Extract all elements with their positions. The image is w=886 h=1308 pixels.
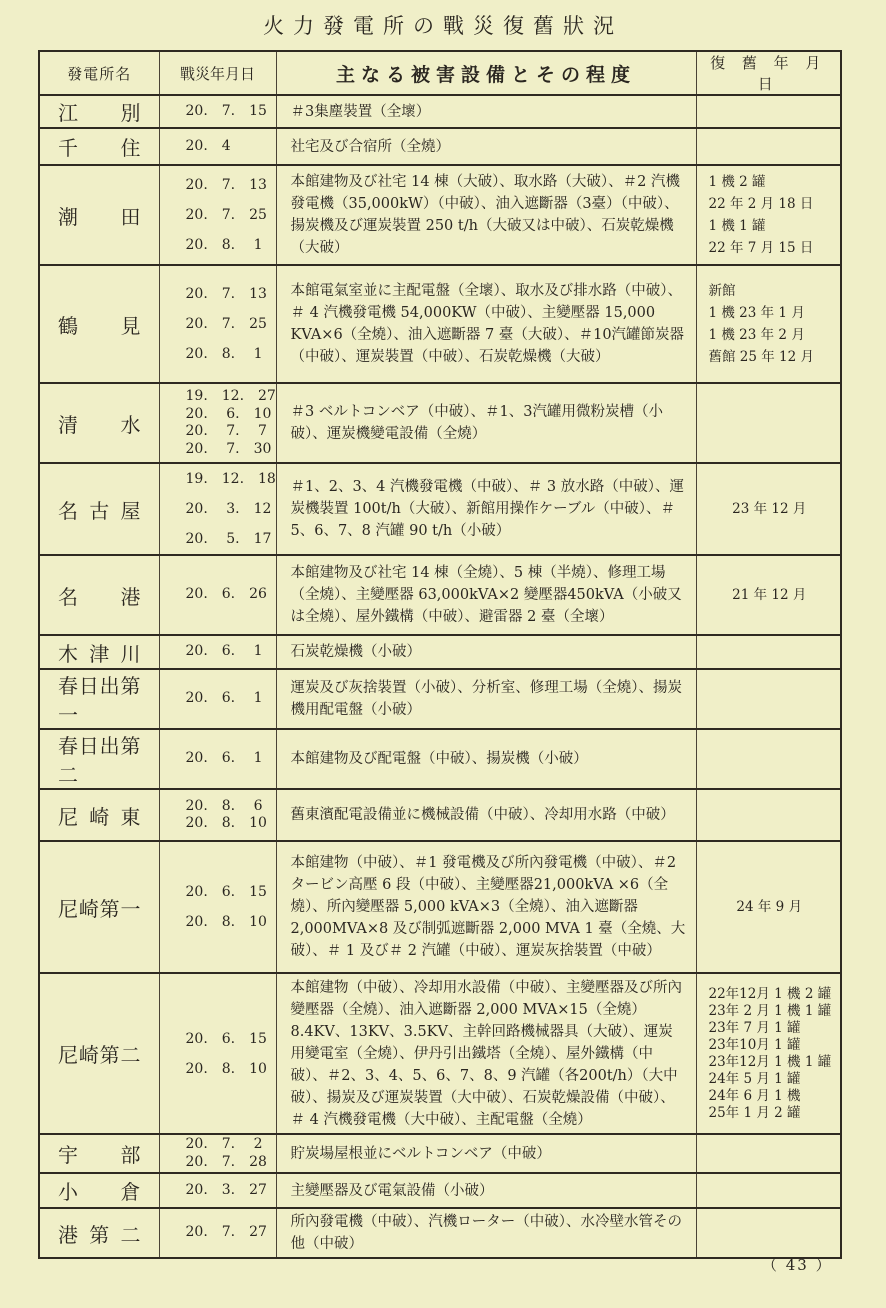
- damage-date: 20. 8. 10: [185, 815, 267, 831]
- damage-date: 20. 7. 25: [185, 207, 267, 223]
- restoration-dates: [696, 1173, 841, 1208]
- plant-name: 潮田: [39, 165, 159, 265]
- restoration-entry: 22 年 2 月 18 日: [708, 196, 814, 212]
- table-row: [39, 973, 841, 1134]
- damage-date: 20. 8. 10: [185, 1060, 267, 1077]
- damage-dates: [159, 555, 276, 635]
- restoration-entry: 1 機 23 年 2 月: [708, 327, 805, 343]
- restoration-dates: [696, 463, 841, 555]
- damage-date: 20. 8. 1: [185, 237, 263, 253]
- damage-date: 20. 6. 15: [185, 1030, 267, 1047]
- restoration-dates: [696, 669, 841, 729]
- restoration-dates: [696, 555, 841, 635]
- damage-dates: [159, 635, 276, 669]
- restoration-dates: [696, 841, 841, 973]
- damage-date: 20. 5. 17: [185, 531, 272, 547]
- damage-description: ＃3集塵裝置（全壞）: [276, 95, 696, 128]
- damage-description: ＃3 ベルトコンベア（中破）、＃1、3汽罐用微粉炭槽（小破）、運炭機變電設備（全燒）: [276, 383, 696, 463]
- damage-description: 貯炭場屋根並にベルトコンベア（中破）: [276, 1134, 696, 1173]
- damage-dates: [159, 973, 276, 1134]
- plant-name: 千住: [39, 128, 159, 165]
- restoration-entry: 22 年 7 月 15 日: [708, 240, 814, 256]
- damage-description: 本館建物及び社宅 14 棟（全燒）、5 棟（半燒）、修理工場（全燒）、主變壓器 63,000kVA×2 變壓器450kVA（小破又は全燒）、屋外鐵構（中破）、避雷器 2 臺（全壞）: [276, 555, 696, 635]
- damage-description: 舊東濱配電設備並に機械設備（中破）、冷却用水路（中破）: [276, 789, 696, 841]
- restoration-entry: 24 年 9 月: [736, 899, 803, 915]
- table-row: [39, 729, 841, 789]
- damage-date: 20. 3. 12: [185, 501, 272, 517]
- restoration-dates: [696, 635, 841, 669]
- damage-date: 20. 7. 13: [185, 286, 267, 302]
- damage-description: 石炭乾燥機（小破）: [276, 635, 696, 669]
- plant-name: 宇部: [39, 1134, 159, 1173]
- damage-dates: [159, 383, 276, 463]
- damage-dates: [159, 1208, 276, 1258]
- plant-name: 小倉: [39, 1173, 159, 1208]
- damage-date: 19. 12. 18: [185, 471, 276, 487]
- damage-date: 20. 7. 2: [185, 1136, 263, 1152]
- restoration-dates: [696, 729, 841, 789]
- page-number: （ 43 ）: [762, 1256, 833, 1274]
- restoration-entry: 22年12月 1 機 2 罐: [708, 985, 832, 1002]
- damage-date: 20. 6. 15: [185, 884, 267, 900]
- table-row: [39, 165, 841, 265]
- restoration-entry: 23 年 12 月: [732, 501, 807, 517]
- damage-description: 運炭及び灰捨裝置（小破）、分析室、修理工場（全燒）、揚炭機用配電盤（小破）: [276, 669, 696, 729]
- damage-date: 20. 8. 6: [185, 797, 263, 814]
- plant-name: 港第二: [39, 1208, 159, 1258]
- damage-dates: [159, 1173, 276, 1208]
- restoration-entry: 舊館 25 年 12 月: [708, 349, 815, 365]
- restoration-entry: 21 年 12 月: [732, 587, 807, 603]
- table-row: [39, 463, 841, 555]
- plant-name: 名港: [39, 555, 159, 635]
- restoration-entry: 24年 5 月 1 罐: [708, 1070, 801, 1087]
- header-damage: 主なる被害設備とその程度: [276, 51, 696, 95]
- header-restore: 復 舊 年 月 日: [696, 51, 841, 95]
- restoration-entry: 23年 2 月 1 機 1 罐: [708, 1002, 832, 1019]
- restoration-dates: [696, 1208, 841, 1258]
- damage-date: 20. 8. 1: [185, 346, 263, 362]
- damage-description: 本館建物及び配電盤（中破）、揚炭機（小破）: [276, 729, 696, 789]
- damage-date: 20. 3. 27: [185, 1181, 267, 1198]
- header-row: [39, 51, 841, 95]
- plant-name: 名古屋: [39, 463, 159, 555]
- page-title: 火力發電所の戰災復舊狀況: [263, 14, 623, 38]
- plant-name: 尼崎第一: [39, 841, 159, 973]
- table-row: [39, 1173, 841, 1208]
- table-row: [39, 383, 841, 463]
- table-row: [39, 555, 841, 635]
- restoration-entry: 1 機 23 年 1 月: [708, 305, 805, 321]
- damage-description: 主變壓器及び電氣設備（小破）: [276, 1173, 696, 1208]
- plant-name: 鶴見: [39, 265, 159, 383]
- damage-dates: [159, 165, 276, 265]
- restoration-dates: [696, 165, 841, 265]
- plant-name: 尼崎第二: [39, 973, 159, 1134]
- damage-description: 所內發電機（中破）、汽機ローター（中破）、水冷壁水管その他（中破）: [276, 1208, 696, 1258]
- damage-date: 20. 4: [185, 137, 231, 154]
- restoration-dates: [696, 1134, 841, 1173]
- damage-date: 20. 7. 7: [185, 423, 267, 439]
- restoration-entry: 24年 6 月 1 機: [708, 1087, 801, 1104]
- restoration-dates: [696, 789, 841, 841]
- restoration-entry: 25年 1 月 2 罐: [708, 1104, 801, 1121]
- table-row: [39, 128, 841, 165]
- damage-date: 20. 6. 26: [185, 586, 267, 603]
- damage-dates: [159, 95, 276, 128]
- plant-name: 江別: [39, 95, 159, 128]
- plant-name: 清水: [39, 383, 159, 463]
- restoration-dates: [696, 973, 841, 1134]
- table-row: [39, 789, 841, 841]
- damage-date: 20. 8. 10: [185, 914, 267, 930]
- plant-name: 春日出第二: [39, 729, 159, 789]
- restoration-entry: 23年10月 1 罐: [708, 1036, 801, 1053]
- damage-date: 20. 7. 13: [185, 177, 267, 193]
- damage-description: ＃1、2、3、4 汽機發電機（中破）、＃ 3 放水路（中破）、運炭機裝置 100t/h（大破）、新館用操作ケーブル（中破）、＃5、6、7、8 汽罐 90 t/h（小破）: [276, 463, 696, 555]
- damage-table: [38, 50, 842, 1259]
- damage-dates: [159, 669, 276, 729]
- damage-date: 20. 6. 1: [185, 750, 263, 767]
- damage-description: 本館電氣室並に主配電盤（全壞）、取水及び排水路（中破）、＃ 4 汽機發電機 54,000KW（中破）、主變壓器 15,000 KVA×6（全燒）、油入遮斷器 7 臺（大破）、＃10汽罐節炭器（中破）、運炭裝置（中破）、石炭乾燥機（大破）: [276, 265, 696, 383]
- damage-dates: [159, 729, 276, 789]
- damage-dates: [159, 789, 276, 841]
- header-date: 戰災年月日: [159, 51, 276, 95]
- damage-dates: [159, 841, 276, 973]
- table-row: [39, 669, 841, 729]
- restoration-dates: [696, 128, 841, 165]
- damage-dates: [159, 463, 276, 555]
- damage-description: 社宅及び合宿所（全燒）: [276, 128, 696, 165]
- damage-date: 20. 7. 28: [185, 1153, 267, 1170]
- damage-date: 20. 7. 27: [185, 1224, 267, 1241]
- damage-date: 19. 12. 27: [185, 388, 276, 404]
- damage-dates: [159, 265, 276, 383]
- damage-date: 20. 7. 15: [185, 102, 267, 119]
- table-row: [39, 1134, 841, 1173]
- damage-date: 20. 6. 10: [185, 405, 272, 422]
- plant-name: 木津川: [39, 635, 159, 669]
- restoration-dates: [696, 383, 841, 463]
- damage-date: 20. 6. 1: [185, 690, 263, 707]
- plant-name: 尼崎東: [39, 789, 159, 841]
- table-row: [39, 95, 841, 128]
- damage-description: 本館建物（中破）、＃1 發電機及び所內發電機（中破）、＃2 タービン高壓 6 段（中破）、主變壓器21,000kVA ×6（全燒）、所內變壓器 5,000 kVA×3（全燒）、油入遮斷器 2,000MVA×8 及び制弧遮斷器 2,000 MVA 1 臺（全燒、大破）、＃ 1 及び＃ 2 汽罐（中破）、運炭灰捨裝置（中破）: [276, 841, 696, 973]
- table-row: [39, 265, 841, 383]
- restoration-dates: [696, 95, 841, 128]
- plant-name: 春日出第一: [39, 669, 159, 729]
- damage-dates: [159, 128, 276, 165]
- table-row: [39, 635, 841, 669]
- damage-date: 20. 7. 25: [185, 316, 267, 332]
- restoration-entry: 1 機 2 罐: [708, 174, 766, 190]
- damage-description: 本館建物及び社宅 14 棟（大破）、取水路（大破）、＃2 汽機發電機（35,000kW）（中破）、油入遮斷器（3臺）（中破）、揚炭機及び運炭裝置 250 t/h（大破又は中破）、石炭乾燥機（大破）: [276, 165, 696, 265]
- restoration-entry: 23年 7 月 1 罐: [708, 1019, 801, 1036]
- damage-description: 本館建物（中破）、冷却用水設備（中破）、主變壓器及び所內變壓器（全燒）、油入遮斷器 2,000 MVA×15（全燒）8.4KV、13KV、3.5KV、主幹回路機械器具（大破）、運炭用變電室（全燒）、伊丹引出鐵塔（全燒）、屋外鐵構（中破）、＃2、3、4、5、6、7、8、9 汽罐（各200t/h）（大中破）、揚炭及び運炭裝置（大中破）、石炭乾燥設備（中破）、＃ 4 汽機發電機（大中破）、主配電盤（全燒）: [276, 973, 696, 1134]
- damage-dates: [159, 1134, 276, 1173]
- restoration-entry: 新館: [708, 283, 736, 299]
- restoration-entry: 1 機 1 罐: [708, 218, 766, 234]
- damage-date: 20. 7. 30: [185, 440, 272, 457]
- table-row: [39, 841, 841, 973]
- header-plant: 發電所名: [39, 51, 159, 95]
- restoration-entry: 23年12月 1 機 1 罐: [708, 1053, 832, 1070]
- restoration-dates: [696, 265, 841, 383]
- damage-date: 20. 6. 1: [185, 643, 263, 660]
- table-row: [39, 1208, 841, 1258]
